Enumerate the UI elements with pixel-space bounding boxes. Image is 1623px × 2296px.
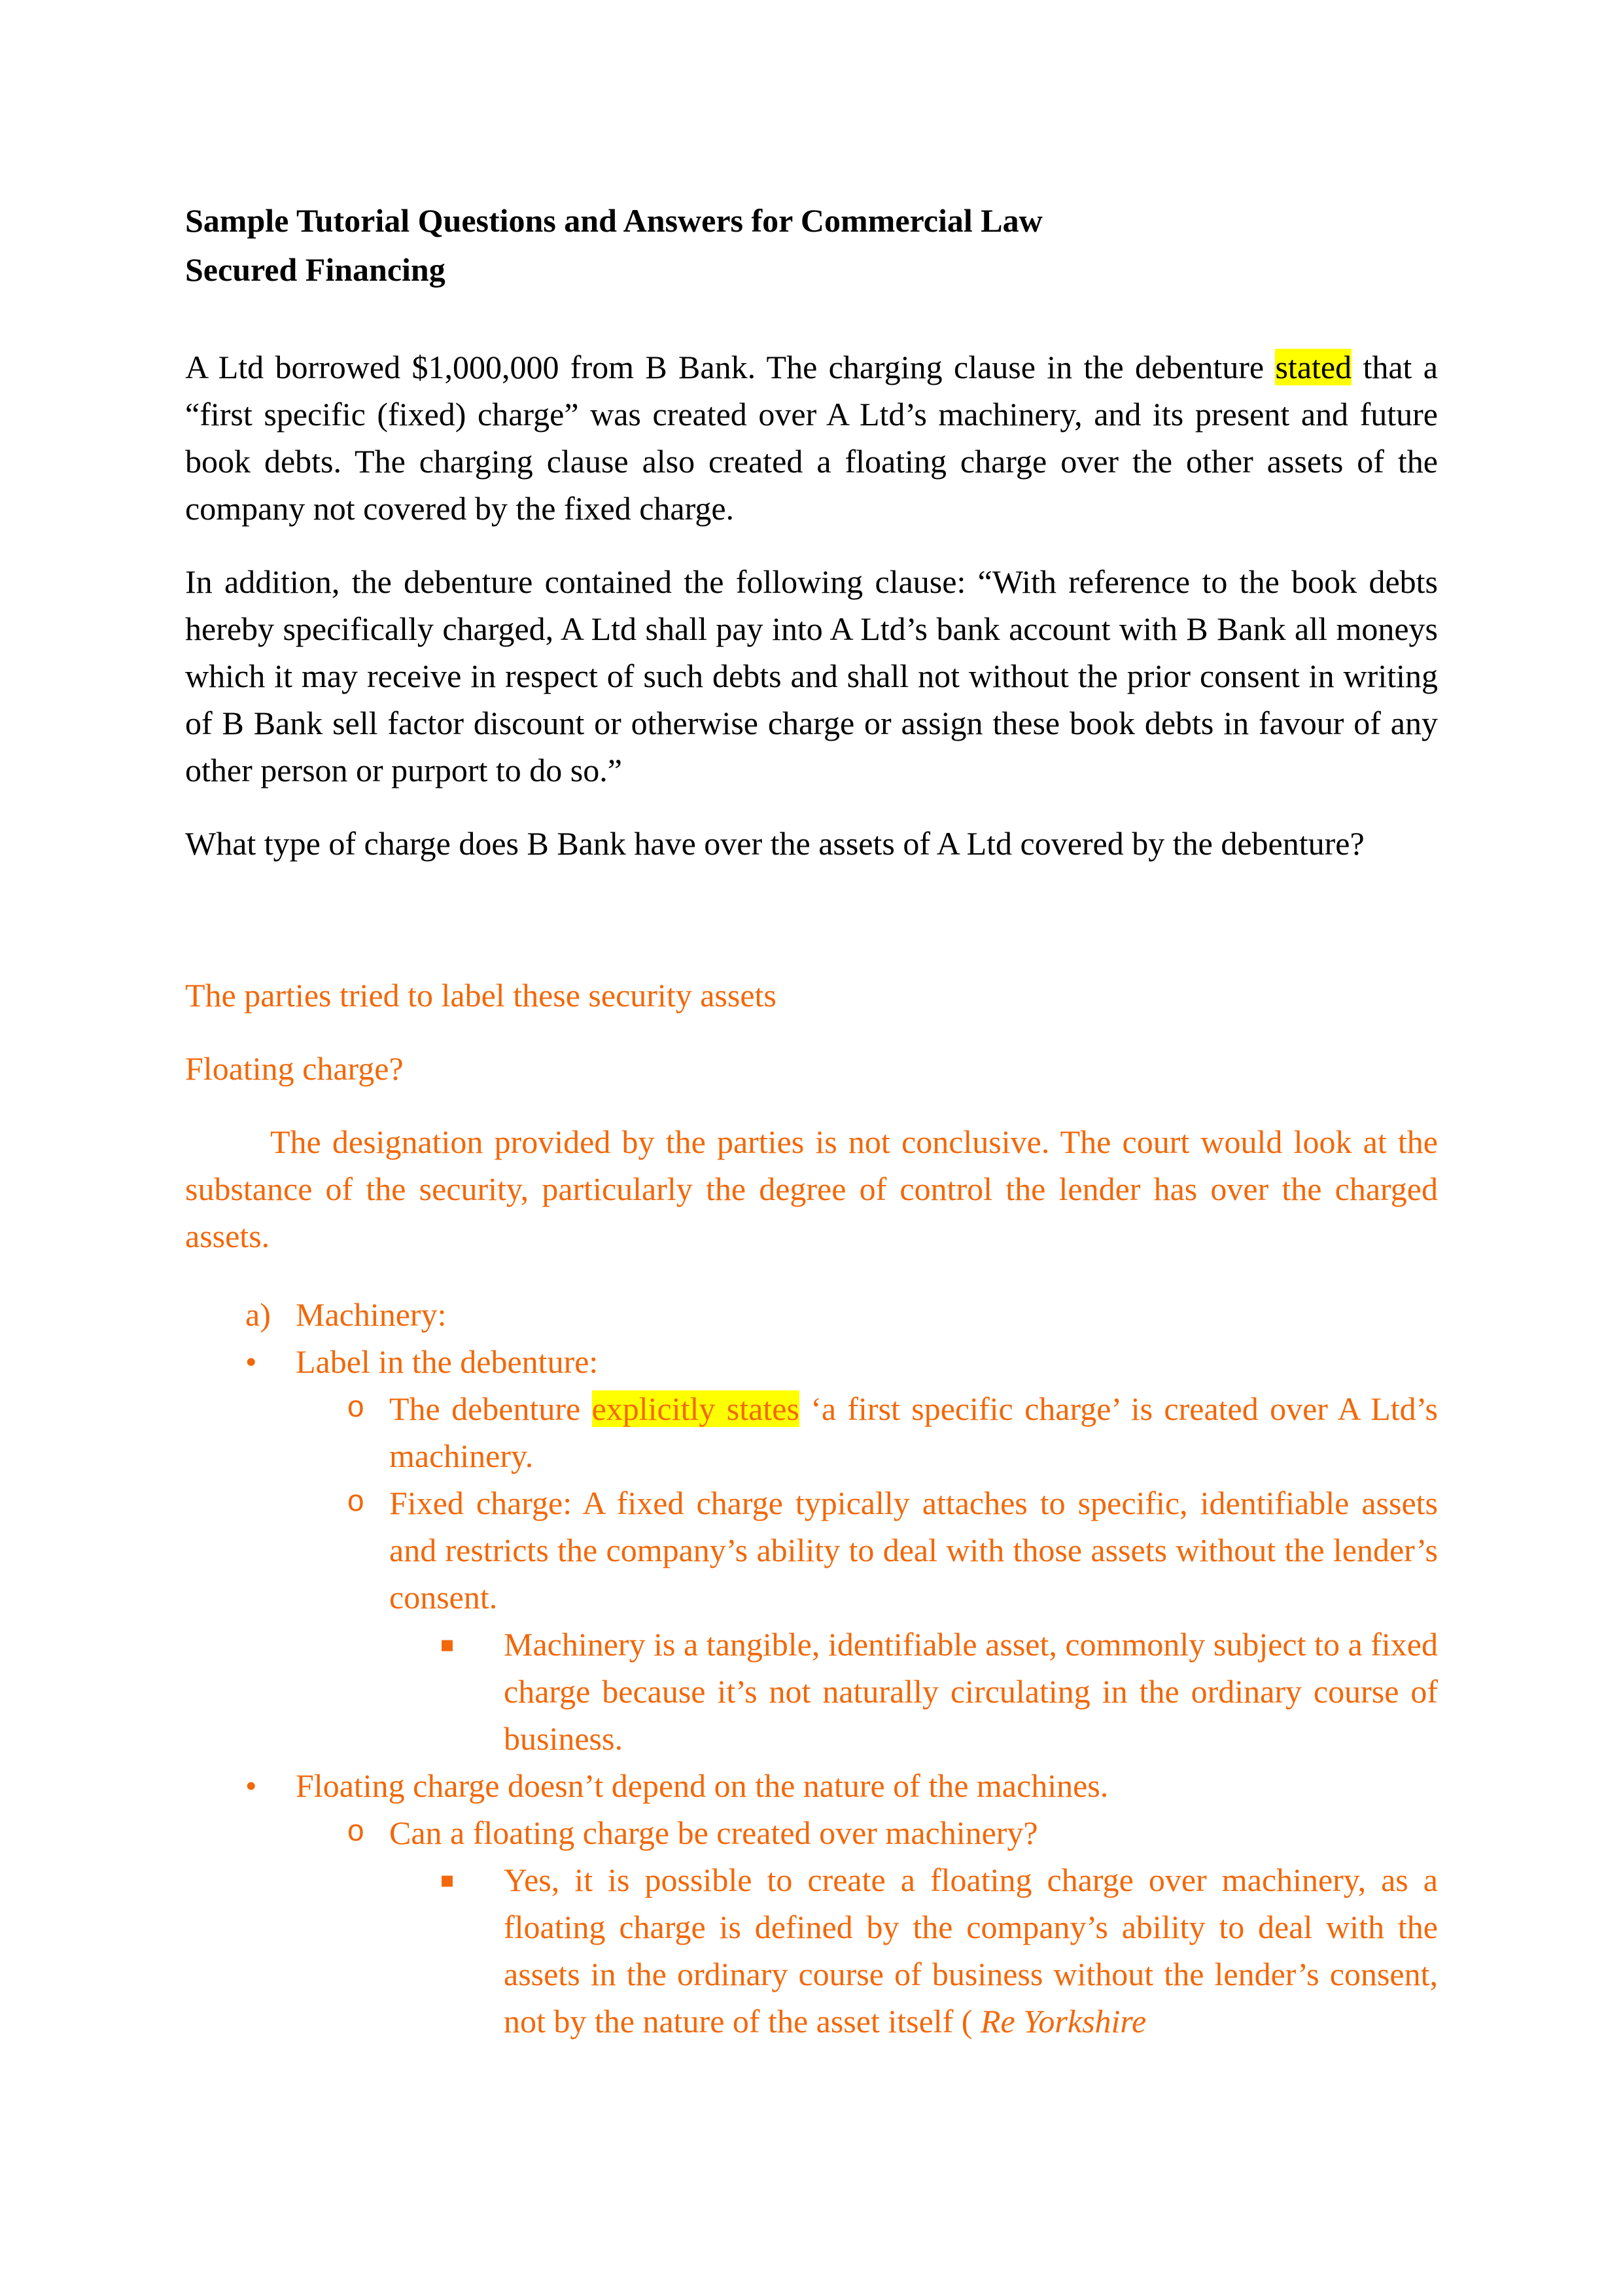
answer-designation-paragraph: The designation provided by the parties is not conclusive. The court would look at the substance of the security, particularly the degree of control the lender has over the charged assets. [185,1123,1438,1254]
list-item-text: Label in the debenture: [296,1343,599,1380]
list-item-text: Yes, it is possible to create a floating charge over machinery, as a floating charge is defined by the company’s ability to deal with the assets in the ordinary course of business without the lender’s consent, not by the nature of the asset itself ( Re Yorkshire [504,1862,1438,2040]
title-line-2: Secured Financing [185,251,445,288]
paragraph-facts-1: A Ltd borrowed $1,000,000 from B Bank. The charging clause in the debenture stated that a “first specific (fixed) charge” was created over A Ltd’s machinery, and its present and future book debts. The charging clause also created a floating charge over the other assets of the company not covered by the fixed charge. [185,349,1438,527]
paragraph-question: What type of charge does B Bank have over the assets of A Ltd covered by the debenture? [185,825,1365,862]
paragraph-facts-2: In addition, the debenture contained the following clause: “With reference to the book debts hereby specifically charged, A Ltd shall pay into A Ltd’s bank account with B Bank all moneys which it may receive in respect of such debts and shall not without the prior consent in writing of B Bank sell factor discount or otherwise charge or assign these book debts in favour of any other person or purport to do so.” [185,563,1438,788]
circle-bullet-icon: o [347,1486,365,1520]
circle-bullet-icon: o [347,1816,365,1850]
list-item-machinery [185,1291,1438,1338]
title-line-1: Sample Tutorial Questions and Answers for Commercial Law [185,202,1043,239]
answer-heading-floating-charge: Floating charge? [185,1050,404,1087]
document-content [185,196,1438,2045]
document-title [185,196,1438,294]
list-item-floating-charge-nature [185,1762,1438,1809]
square-bullet-icon: ▪ [440,1867,455,1893]
list-item-yes-possible [185,1856,1438,2045]
list-item-machinery-tangible [185,1621,1438,1762]
list-letter-marker: a) [245,1296,271,1333]
list-item-text: Machinery is a tangible, identifiable asset, commonly subject to a fixed charge because it’s not naturally circulating in the ordinary course of business. [504,1626,1438,1757]
answer-intro-line: The parties tried to label these security assets [185,977,777,1014]
list-item-fixed-charge [185,1479,1438,1621]
list-item-text: Fixed charge: A fixed charge typically attaches to specific, identifiable assets and restricts the company’s ability to deal with those assets without the lender’s consent. [389,1485,1438,1616]
circle-bullet-icon: o [347,1392,365,1426]
list-item-text: Machinery: [296,1296,447,1333]
square-bullet-icon: ▪ [440,1631,455,1657]
list-item-can-floating-charge [185,1809,1438,1856]
list-item-text: The debenture explicitly states ‘a first specific charge’ is created over A Ltd’s machinery. [389,1390,1438,1474]
list-item-label-in-debenture [185,1338,1438,1385]
list-item-text: Floating charge doesn’t depend on the nature of the machines. [296,1767,1109,1804]
bullet-icon: • [245,1343,257,1380]
list-item-text: Can a floating charge be created over machinery? [389,1814,1038,1851]
bullet-icon: • [245,1767,257,1804]
list-item-debenture-states [185,1385,1438,1479]
